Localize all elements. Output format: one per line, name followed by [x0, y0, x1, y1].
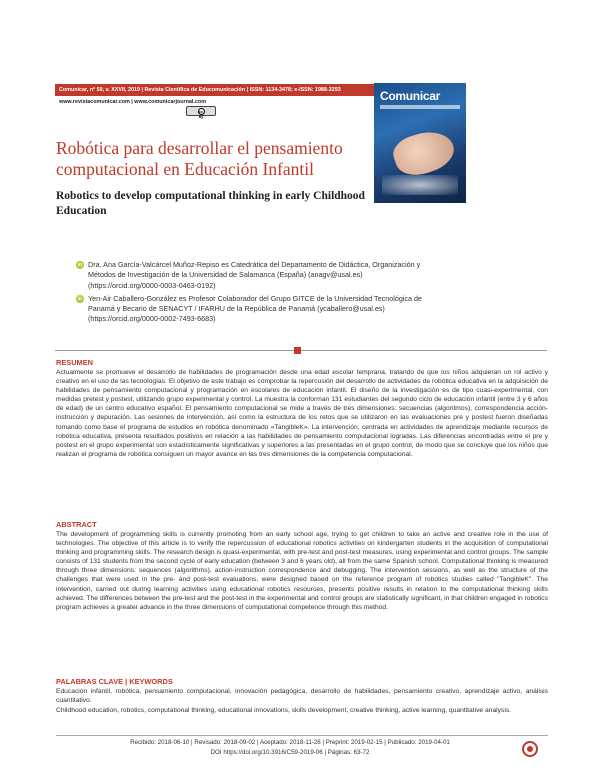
author-1-orcid-link[interactable]: (https://orcid.org/0000-0003-0463-0192) [88, 280, 216, 290]
abstract-text: The development of programming skills is currently promoting from an early school age, trying to get children to take an active and creative role in the use of technologies. The objective of this article is to verify the repercussion of educational robotics activities on kindergarten students in the acquisition of computational thinking and programming skills. The research design is quasi-experimental, with pre-test and post-test measures, using experimental and control groups. The sample consists of 131 students from the second cycle of early education (between 3 and 6 years old), all from the same Spanish school. Computational thinking is measured through three dimensions: sequences (algorithms), action-instruction correspondence and debugging. The intervention sessions, as well as the structure of the challenges that were used in the pre- and post-test evaluations, were designed based on the reference program of robotics studies called "TangibleK". The intervention, carried out during learning activities using educational robotics resources, presents positive results in relation to the computational thinking skills achieved. The differences between the pre-test and the post-test in the experimental and control groups are statistically significant, in that children engaged in robotics program achieves a greater advance in the three dimensions of computational competence through this method. [56, 531, 548, 611]
footer-rule [56, 735, 548, 736]
journal-web-line[interactable]: www.revistacomunicar.com | www.comunicarjournal.com [59, 99, 206, 105]
author-1 [77, 260, 448, 291]
journal-cover-image [374, 83, 466, 203]
keywords-en: Childhood education, robotics, computational thinking, educational innovations, skills development, creative thinking, active learning, quantitative analysis. [56, 707, 512, 714]
orcid-icon[interactable]: iD [77, 295, 83, 301]
doi-link[interactable]: DOI https://doi.org/10.3916/C59-2019-06 | Páginas: 63-72 [210, 748, 370, 756]
keywords-es: Educación infantil, robótica, pensamiento computacional, innovación pedagógica, desarrollo de habilidades, pensamiento creativo, aprendizaje activo, análisis cuantitativo. [56, 688, 548, 705]
keywords-heading: PALABRAS CLAVE | KEYWORDS [56, 677, 173, 686]
author-2-bio: Yen-Air Caballero-González es Profesor Colaborador del Grupo GITCE de la Universidad Tecnológica de Panamá y Becario de SENACYT / IFARHU de la República de Panamá (ycaballero@usal.es) [88, 293, 422, 314]
abstract-heading: ABSTRACT [56, 520, 97, 529]
resumen-text: Actualmente se promueve el desarrollo de habilidades de programación desde una edad escolar temprana, tratando de que los niños adquieran un rol activo y creativo en el uso de las tecnologías. El objetivo de este trabajo es comprobar la repercusión del desarrollo de actividades de robótica educativa en la adquisición de habilidades de pensamiento computacional y programación en escolares de educación infantil. El diseño de la investigación es de tipo cuasi-experimental, con medidas pretest y postest, utilizando grupo experimental y control. La muestra la conforman 131 estudiantes del segundo ciclo de educación infantil (entre 3 y 6 años de edad) de un centro educativo español. El pensamiento computacional se mide a través de tres dimensiones: secuencias (algoritmos), correspondencia acción-instrucción y depuración. Las sesiones de intervención, así como la estructura de los retos que se utilizaron en las evaluaciones pre y postest fueron diseñadas tomando como base el programa de estudios en robótica denominado «TangibleK». La intervención, centrada en actividades de aprendizaje mediante recursos de robótica educativa, presenta resultados positivos en relación a las habilidades de pensamiento computacional logradas. Las diferencias encontradas entre el pre y postest en el grupo experimental son estadísticamente significativas y superiores a las presentadas en el grupo control, de modo que se concluye que los niños que realizan el programa de robótica consiguen un mayor avance en las tres dimensiones de la competencia computacional. [56, 369, 548, 458]
cc-license-icon [186, 106, 216, 119]
cover-glow [382, 175, 458, 195]
cc-license-label: cc by [198, 108, 204, 119]
author-2-orcid-link[interactable]: (https://orcid.org/0000-0002-7493-6683) [88, 314, 216, 324]
article-footer [90, 738, 490, 757]
journal-logo-icon [519, 741, 541, 759]
cover-title: Comunicar [380, 89, 440, 103]
section-divider [55, 350, 547, 351]
publication-dates: Recibido: 2018-06-10 | Revisado: 2018-09-02 | Aceptado: 2018-11-28 | Preprint: 2019-02-15 | Publicado: 2019-04-01 [130, 739, 450, 746]
author-1-bio: Dra. Ana García-Valcárcel Muñoz-Repiso es Catedrática del Departamento de Didáctica, Organización y Métodos de Investigación de la Universidad de Salamanca (España) (anagv@usal.es) [88, 260, 421, 280]
author-list [77, 260, 448, 328]
resumen-heading: RESUMEN [56, 358, 93, 367]
author-2 [77, 293, 448, 325]
journal-info-line: Comunicar, nº 59, v. XXVII, 2019 | Revista Científica de Educomunicación | ISSN: 1134-3478; e-ISSN: 1988-3293 [55, 84, 375, 96]
divider-marker [294, 347, 301, 354]
logo-dot [527, 746, 533, 752]
journal-header [55, 84, 375, 105]
cover-hand-image [389, 125, 458, 182]
article-title-en: Robotics to develop computational thinking in early Childhood Education [56, 190, 365, 217]
orcid-icon[interactable]: iD [77, 262, 83, 267]
cover-subtitle-bar [380, 105, 460, 109]
article-title-es: Robótica para desarrollar el pensamiento computacional en Educación Infantil [56, 138, 343, 179]
